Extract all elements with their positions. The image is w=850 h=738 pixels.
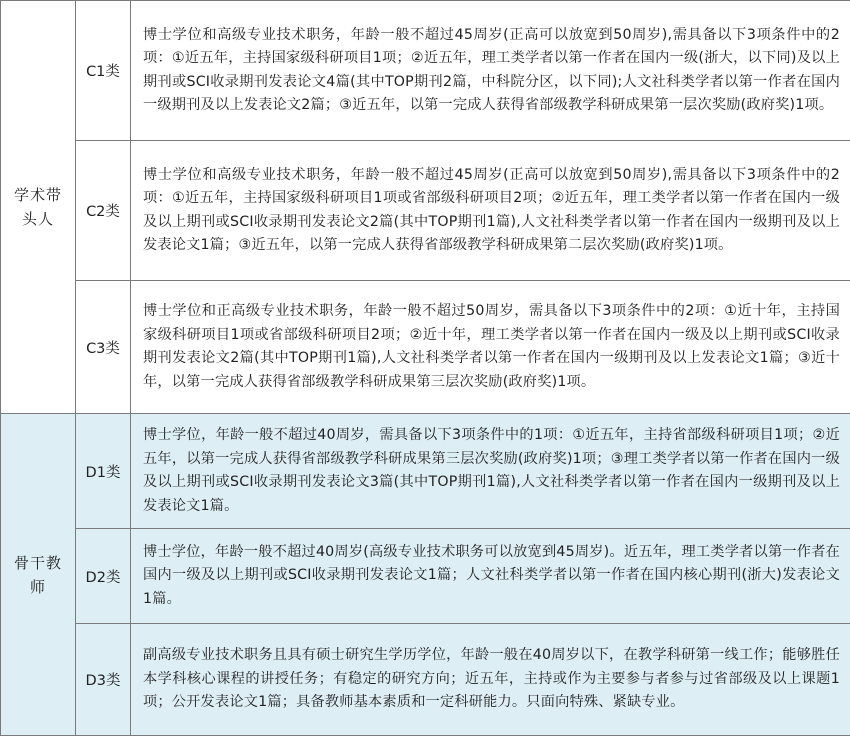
category-code: D2类 <box>76 529 131 624</box>
category-description: 博士学位和正高级专业技术职务，年龄一般不超过50周岁，需具备以下3项条件中的2项：①近十年，主持国家级科研项目1项或省部级科研项目2项；②近十年，理工类学者以第一作者在国内一级及以上期刊或SCI收录期刊发表论文2篇(其中TOP期刊1篇),人文社科类学者以第一作者在国内一级期刊及以上发表论文1篇；③近十年，以第一完成人获得省部级教学科研成果第三层次奖励(政府奖)1项。 <box>131 281 850 414</box>
table-row <box>1 281 850 414</box>
category-code: C2类 <box>76 141 131 281</box>
table-row <box>1 529 850 624</box>
category-description: 副高级专业技术职务且具有硕士研究生学历学位，年龄一般在40周岁以下，在教学科研第一线工作；能够胜任本学科核心课程的讲授任务；有稳定的研究方向；近五年，主持或作为主要参与者参与过省部级及以上课题1项；公开发表论文1篇；具备教师基本素质和一定科研能力。只面向特殊、紧缺专业。 <box>131 624 850 736</box>
table-row <box>1 141 850 281</box>
table-row <box>1 414 850 529</box>
category-description: 博士学位和高级专业技术职务，年龄一般不超过45周岁(正高可以放宽到50周岁),需具备以下3项条件中的2项：①近五年，主持国家级科研项目1项或省部级科研项目2项；②近五年，理工类学者以第一作者在国内一级及以上期刊或SCI收录期刊发表论文2篇(其中TOP期刊1篇),人文社科类学者以第一作者在国内一级期刊及以上发表论文1篇；③近五年，以第一完成人获得省部级教学科研成果第二层次奖励(政府奖)1项。 <box>131 141 850 281</box>
category-code: C3类 <box>76 281 131 414</box>
table-row <box>1 1 850 141</box>
category-code: C1类 <box>76 1 131 141</box>
table-row <box>1 624 850 736</box>
group-label-core-teacher: 骨干教师 <box>1 414 76 736</box>
group-label-academic-leader: 学术带头人 <box>1 1 76 414</box>
category-description: 博士学位和高级专业技术职务，年龄一般不超过45周岁(正高可以放宽到50周岁),需具备以下3项条件中的2项：①近五年，主持国家级科研项目1项；②近五年，理工类学者以第一作者在国内一级(浙大，以下同)及以上期刊或SCI收录期刊发表论文4篇(其中TOP期刊2篇，中科院分区，以下同);人文社科类学者以第一作者在国内一级期刊及以上发表论文2篇；③近五年，以第一完成人获得省部级教学科研成果第一层次奖励(政府奖)1项。 <box>131 1 850 141</box>
category-code: D3类 <box>76 624 131 736</box>
category-description: 博士学位，年龄一般不超过40周岁(高级专业技术职务可以放宽到45周岁)。近五年，理工类学者以第一作者在国内一级及以上期刊或SCI收录期刊发表论文1篇；人文社科类学者以第一作者在国内核心期刊(浙大)发表论文1篇。 <box>131 529 850 624</box>
category-description: 博士学位，年龄一般不超过40周岁，需具备以下3项条件中的1项：①近五年，主持省部级科研项目1项；②近五年，以第一完成人获得省部级教学科研成果第三层次奖励(政府奖)1项；③理工类学者以第一作者在国内一级及以上期刊或SCI收录期刊发表论文3篇(其中TOP期刊1篇),人文社科类学者以第一作者在国内一级期刊及以上发表论文1篇。 <box>131 414 850 529</box>
category-code: D1类 <box>76 414 131 529</box>
